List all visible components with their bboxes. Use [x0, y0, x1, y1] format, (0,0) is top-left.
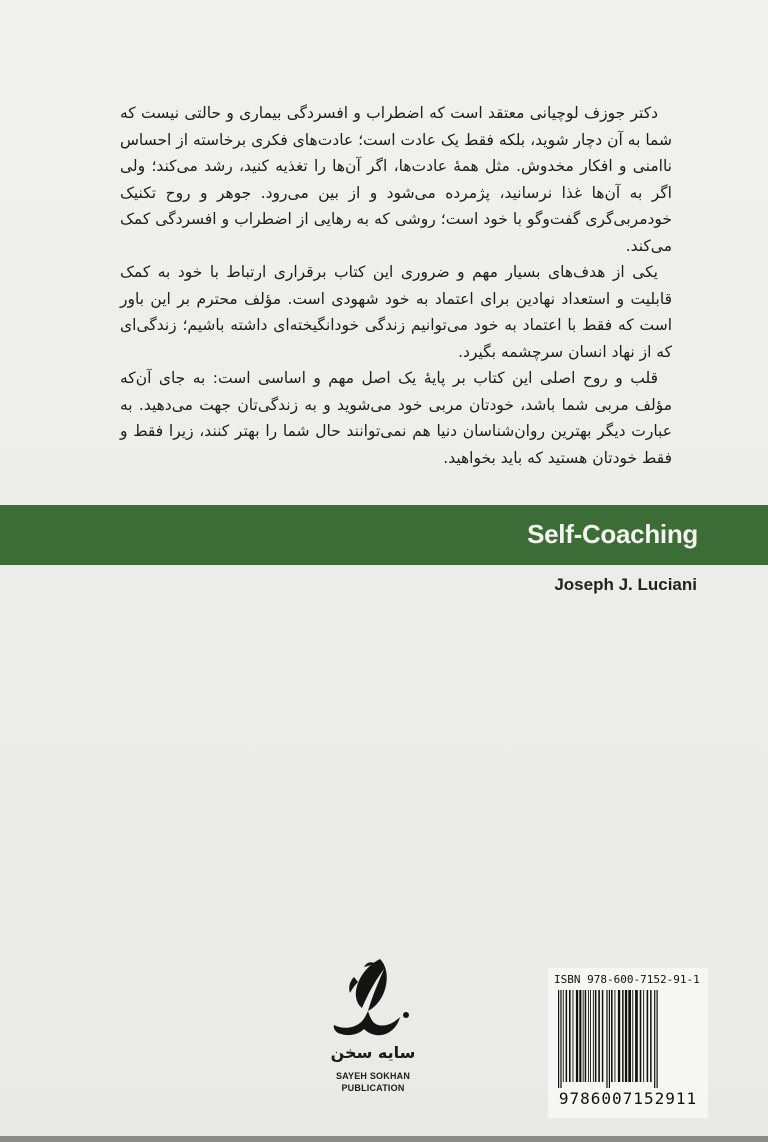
blurb-paragraph-1: دکتر جوزف لوچیانی معتقد است که اضطراب و افسردگی بیماری و حالتی نیست که شما به آن دچار شوید، بلکه فقط یک عادت است؛ عادت‌های فکری برخاسته از احساس ناامنی و افکار مخدوش. مثل همهٔ عادت‌ها، اگر آن‌ها را تغذیه کنید، رشد می‌کند؛ ولی اگر به آن‌ها غذا نرسانید، پژمرده می‌شود و از بین می‌رود. جوهر و روح تکنیک خودمربی‌گری گفت‌وگو با خود است؛ روشی که به رهایی از اضطراب و افسردگی کمک می‌کند.	[120, 104, 672, 255]
barcode-bar	[654, 990, 655, 1088]
barcode-bar	[595, 990, 597, 1082]
blurb-paragraph-2: یکی از هدف‌های بسیار مهم و ضروری این کتاب برقراری ارتباط با خود به کمک قابلیت و استعداد نهادین برای اعتماد به خود شهودی است. مؤلف محترم بر این باور است که فقط با اعتماد به خود می‌توانیم زندگی خودانگیخته‌ای داشته باشیم؛ زندگی‌ای که از نهاد انسان سرچشمه بگیرد.	[120, 263, 672, 361]
barcode-bar	[618, 990, 620, 1082]
publisher-logo	[318, 955, 428, 1105]
barcode-bar	[606, 990, 607, 1088]
barcode-bar	[615, 990, 616, 1082]
barcode-bar	[640, 990, 642, 1082]
barcode-bar	[609, 990, 610, 1088]
barcode-bar	[558, 990, 559, 1088]
barcode-bar	[643, 990, 644, 1082]
barcode-bar	[593, 990, 594, 1082]
barcode-bar	[611, 990, 613, 1082]
barcode-bar	[647, 990, 649, 1082]
barcode-bar	[566, 990, 568, 1082]
barcode-bar	[628, 990, 631, 1082]
quill-icon	[328, 955, 418, 1045]
barcode-bar	[583, 990, 584, 1082]
barcode-bar	[657, 990, 658, 1088]
barcode-bar	[563, 990, 564, 1082]
barcode-bar	[598, 990, 600, 1082]
publisher-tagline-en: PUBLICATION	[341, 1083, 405, 1093]
isbn-label: ISBN 978-600-7152-91-1	[554, 973, 700, 986]
barcode-bar	[635, 990, 638, 1082]
blurb-paragraph-3: قلب و روح اصلی این کتاب بر پایهٔ یک اصل مهم و اساسی است: به جای آن‌که مؤلف مربی شما باشد، خودتان مربی خود می‌شوید و به زندگی‌تان جهت می‌دهید. به عبارت دیگر بهترین روان‌شناسان دنیا هم نمی‌توانند حال شما را بهتر کنند، زیرا فقط و فقط خودتان هستید که باید بخواهید.	[120, 369, 672, 467]
publisher-name-en: SAYEH SOKHAN	[335, 1071, 411, 1081]
author-name: Joseph J. Luciani	[554, 575, 697, 594]
barcode-bar	[632, 990, 633, 1082]
blurb-text	[120, 100, 672, 471]
barcode-bar	[602, 990, 604, 1082]
ean-digits: 9786007152911	[558, 1089, 698, 1108]
barcode-bar	[560, 990, 561, 1088]
cover-bottom-edge	[0, 1136, 768, 1142]
title-band	[0, 505, 768, 565]
barcode-bar	[569, 990, 571, 1082]
barcode-bar	[625, 990, 627, 1082]
barcode-bars	[556, 990, 700, 1088]
barcode-bar	[650, 990, 652, 1082]
barcode-bar	[588, 990, 589, 1082]
barcode-bar	[622, 990, 624, 1082]
barcode-bar	[579, 990, 581, 1082]
barcode-bar	[585, 990, 587, 1082]
isbn-barcode	[548, 968, 708, 1118]
book-title: Self-Coaching	[527, 519, 698, 549]
barcode-bar	[573, 990, 574, 1082]
publisher-name-fa: سایه سخن	[330, 1043, 416, 1062]
barcode-bar	[590, 990, 591, 1082]
barcode-bar	[576, 990, 578, 1082]
